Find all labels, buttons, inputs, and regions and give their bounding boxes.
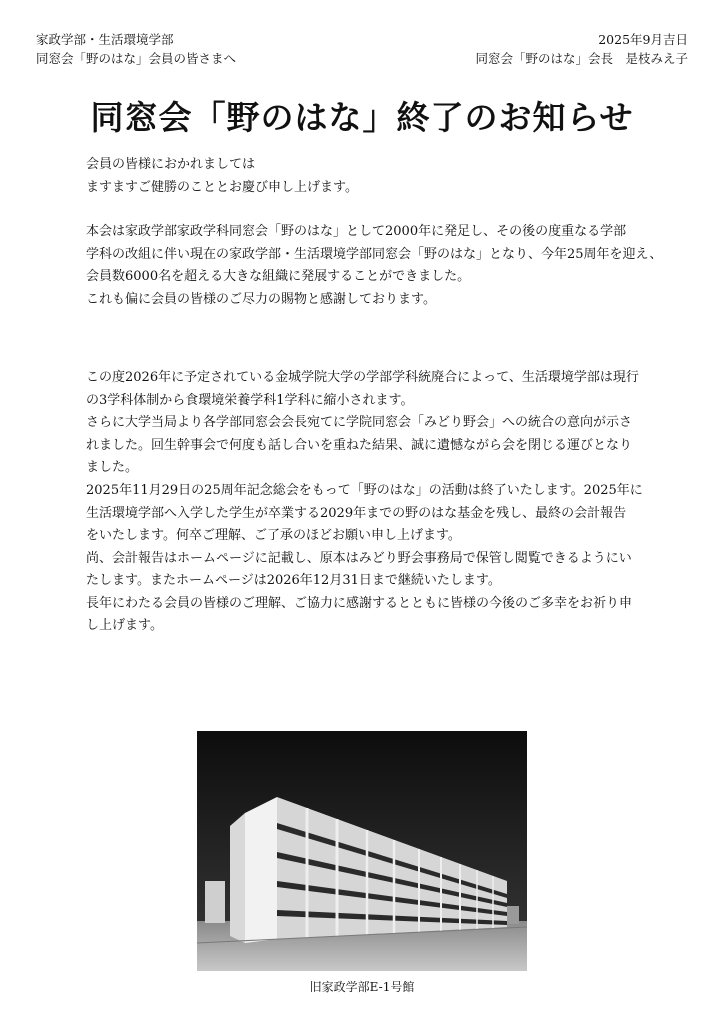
text-line: 2025年11月29日の25周年記念総会をもって「野のはな」の活動は終了いたします。2025年に	[86, 483, 643, 498]
text-line: 生活環境学部へ入学した学生が卒業する2029年までの野のはな基金を残し、最終の会計報告	[86, 505, 627, 521]
date-author-block	[475, 30, 688, 68]
text-line: 学科の改組に伴い現在の家政学部・生活環境学部同窓会「野のはな」となり、今年25周年を迎え、	[86, 246, 663, 262]
closing-paragraph	[86, 480, 682, 638]
history-paragraph	[86, 221, 682, 311]
sender-block	[36, 30, 236, 68]
building-photo	[197, 731, 527, 971]
text-line: し上げます。	[86, 618, 163, 633]
text-line: 尚、会計報告はホームページに記載し、原本はみどり野会事務局で保管し閲覧できるようにい	[86, 550, 632, 566]
text-line: 会員の皆様におかれましては	[86, 157, 256, 172]
reorganization-paragraph	[86, 367, 682, 480]
text-line: たします。またホームページは2026年12月31日まで継続いたします。	[86, 573, 501, 588]
photo-caption: 旧家政学部E-1号館	[309, 980, 415, 994]
text-line: 本会は家政学部家政学科同窓会「野のはな」として2000年に発足し、その後の度重なる学部	[86, 224, 627, 239]
text-line: 長年にわたる会員の皆様のご理解、ご協力に感謝するとともに皆様の今後のご多幸をお祈り申	[86, 595, 633, 611]
text-line: この度2026年に予定されている金城学院大学の学部学科統廃合によって、生活環境学部は現行	[86, 370, 639, 385]
text-line: ました。	[86, 460, 139, 475]
header-author: 同窓会「野のはな」会長 是枝みえ子	[475, 51, 688, 66]
text-line: ますますご健勝のこととお慶び申し上げます。	[86, 179, 358, 195]
text-line: れました。回生幹事会で何度も話し合いを重ねた結果、誠に遺憾ながら会を閉じる運びとなり	[86, 437, 633, 453]
text-line: 会員数6000名を超える大きな組織に発展することができました。	[86, 269, 471, 284]
text-line: さらに大学当局より各学部同窓会会長宛てに学院同窓会「みどり野会」への統合の意向が示さ	[86, 415, 633, 430]
text-line: これも偏に会員の皆様のご尽力の賜物と感謝しております。	[86, 291, 436, 307]
text-line: の3学科体制から食環境栄養学科1学科に縮小されます。	[86, 392, 414, 408]
greeting-paragraph	[86, 154, 682, 199]
header-date: 2025年9月吉日	[598, 32, 688, 47]
header-department: 家政学部・生活環境学部	[36, 32, 174, 47]
header-recipient: 同窓会「野のはな」会員の皆さまへ	[36, 51, 237, 66]
page-title: 同窓会「野のはな」終了のお知らせ	[90, 98, 634, 137]
text-line: をいたします。何卒ご理解、ご了承のほどお願い申し上げます。	[86, 528, 461, 543]
